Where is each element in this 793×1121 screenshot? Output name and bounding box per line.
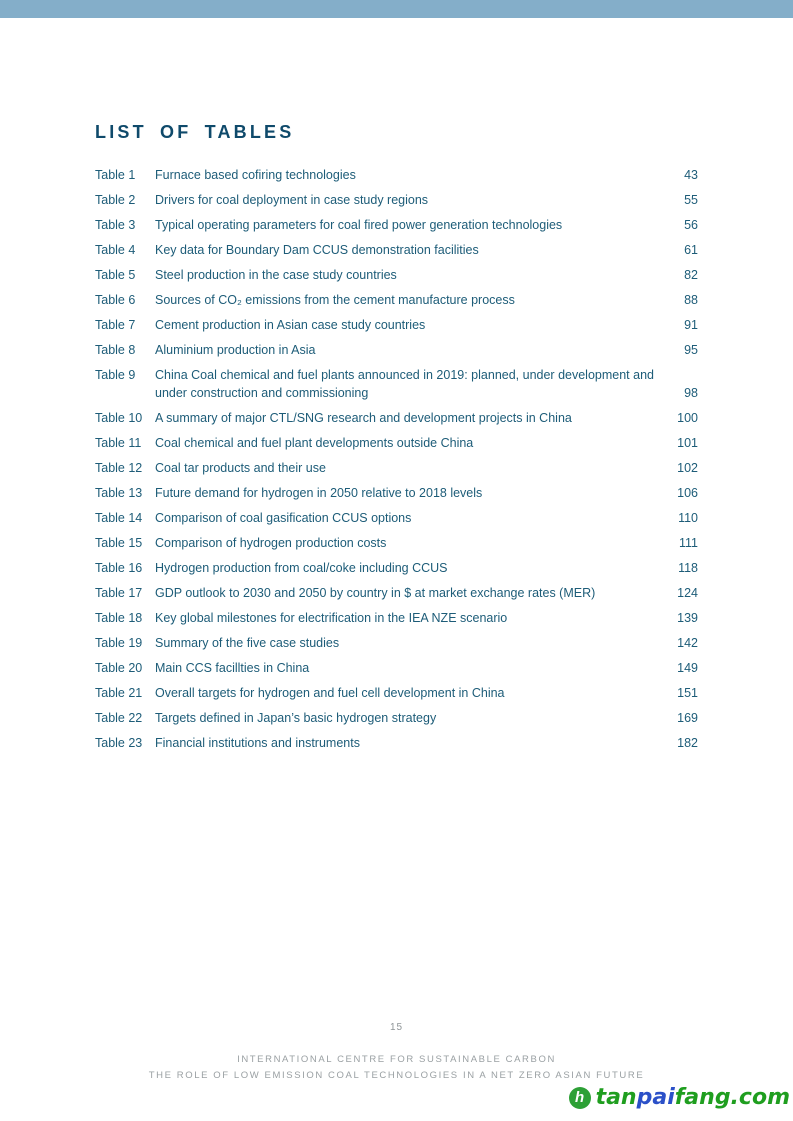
table-row-title: A summary of major CTL/SNG research and development projects in China (155, 411, 572, 425)
table-row-page-number: 182 (677, 736, 698, 750)
table-row-label: Table 8 (95, 343, 136, 357)
table-row-label: Table 2 (95, 193, 136, 207)
table-row-page-number: 142 (677, 636, 698, 650)
table-row-page-number: 43 (684, 168, 698, 182)
table-row-page-number: 149 (677, 661, 698, 675)
table-row-label: Table 19 (95, 636, 143, 650)
table-row-label: Table 12 (95, 461, 143, 475)
table-row (95, 709, 698, 727)
table-row (95, 366, 698, 402)
table-row-page-number: 139 (677, 611, 698, 625)
table-row-title: Coal chemical and fuel plant developments outside China (155, 436, 474, 450)
table-row-page-number: 56 (684, 218, 698, 232)
table-row-label: Table 16 (95, 561, 143, 575)
table-row-title: Steel production in the case study countries (155, 268, 397, 282)
table-row (95, 434, 698, 452)
watermark-segment: tan (595, 1085, 637, 1110)
table-row-page-number: 100 (677, 411, 698, 425)
page-content (0, 18, 793, 752)
table-row-page-number: 151 (677, 686, 698, 700)
footer-organization: INTERNATIONAL CENTRE FOR SUSTAINABLE CARBON (237, 1054, 556, 1065)
table-row (95, 341, 698, 359)
table-row-label: Table 18 (95, 611, 143, 625)
page-title: LIST OF TABLES (95, 122, 295, 142)
table-row-title: Sources of CO₂ emissions from the cement manufacture process (155, 293, 515, 307)
table-row (95, 216, 698, 234)
table-row (95, 584, 698, 602)
table-row-title: Comparison of coal gasification CCUS options (155, 511, 412, 525)
table-row (95, 166, 698, 184)
table-row-page-number: 82 (684, 268, 698, 282)
watermark-segment: fang.com (674, 1085, 790, 1110)
table-row (95, 484, 698, 502)
table-row-label: Table 1 (95, 168, 136, 182)
table-row-title: Overall targets for hydrogen and fuel cell development in China (155, 686, 505, 700)
table-row-title: Hydrogen production from coal/coke including CCUS (155, 561, 448, 575)
table-row-page-number: 169 (677, 711, 698, 725)
footer-page-number: 15 (389, 1022, 404, 1033)
table-row-page-number: 101 (677, 436, 698, 450)
table-row (95, 459, 698, 477)
tanpaifang-logo-icon: h (569, 1087, 591, 1109)
table-row-title: Key global milestones for electrification in the IEA NZE scenario (155, 611, 508, 625)
table-row (95, 734, 698, 752)
table-row-page-number: 55 (684, 193, 698, 207)
footer-report-title: THE ROLE OF LOW EMISSION COAL TECHNOLOGIES IN A NET ZERO ASIAN FUTURE (148, 1070, 645, 1081)
table-row (95, 634, 698, 652)
watermark (569, 1085, 790, 1110)
table-row (95, 409, 698, 427)
table-row (95, 609, 698, 627)
table-row-title: Future demand for hydrogen in 2050 relative to 2018 levels (155, 486, 483, 500)
table-row-label: Table 21 (95, 686, 143, 700)
table-row-title: Drivers for coal deployment in case study regions (155, 193, 429, 207)
table-row-label: Table 10 (95, 411, 143, 425)
table-row-page-number: 124 (677, 586, 698, 600)
table-row-page-number: 111 (678, 536, 698, 550)
table-row (95, 559, 698, 577)
table-row (95, 291, 698, 309)
table-row-title: Furnace based cofiring technologies (155, 168, 356, 182)
table-row-page-number: 98 (684, 386, 698, 400)
table-row-page-number: 61 (684, 243, 698, 257)
table-row-title: Key data for Boundary Dam CCUS demonstration facilities (155, 243, 479, 257)
table-row-title: China Coal chemical and fuel plants announced in 2019: planned, under development and under construction and commissioning (155, 368, 654, 400)
table-row-title: Summary of the five case studies (155, 636, 340, 650)
table-row-title: Cement production in Asian case study countries (155, 318, 426, 332)
table-row-page-number: 102 (677, 461, 698, 475)
table-row-label: Table 7 (95, 318, 136, 332)
table-row-label: Table 14 (95, 511, 143, 525)
table-row-label: Table 15 (95, 536, 143, 550)
table-row-label: Table 6 (95, 293, 136, 307)
table-row-label: Table 22 (95, 711, 143, 725)
table-row-title: Comparison of hydrogen production costs (155, 536, 387, 550)
table-row-label: Table 23 (95, 736, 143, 750)
table-row-label: Table 5 (95, 268, 136, 282)
table-of-contents (95, 166, 698, 752)
table-row-label: Table 11 (95, 436, 142, 450)
table-row (95, 266, 698, 284)
table-row-label: Table 13 (95, 486, 143, 500)
table-row-title: Main CCS facillties in China (155, 661, 310, 675)
page-top-bar (0, 0, 793, 18)
table-row-label: Table 3 (95, 218, 136, 232)
table-row (95, 684, 698, 702)
table-row (95, 316, 698, 334)
table-row (95, 509, 698, 527)
table-row-label: Table 4 (95, 243, 136, 257)
table-row-title: Targets defined in Japan’s basic hydrogen strategy (155, 711, 437, 725)
table-row-page-number: 118 (678, 561, 698, 575)
table-row-page-number: 106 (677, 486, 698, 500)
table-row-title: GDP outlook to 2030 and 2050 by country in $ at market exchange rates (MER) (155, 586, 596, 600)
page-footer (0, 1022, 793, 1084)
table-row-label: Table 9 (95, 368, 136, 382)
table-row (95, 241, 698, 259)
table-row-title: Financial institutions and instruments (155, 736, 360, 750)
table-row-page-number: 88 (684, 293, 698, 307)
watermark-text (596, 1085, 790, 1110)
table-row (95, 534, 698, 552)
table-row-label: Table 17 (95, 586, 143, 600)
table-row (95, 191, 698, 209)
table-row-page-number: 95 (684, 343, 698, 357)
table-row-page-number: 91 (684, 318, 698, 332)
table-row-title: Aluminium production in Asia (155, 343, 316, 357)
watermark-segment: pai (636, 1085, 675, 1110)
table-row-title: Coal tar products and their use (155, 461, 326, 475)
table-row (95, 659, 698, 677)
table-row-page-number: 110 (678, 511, 698, 525)
table-row-title: Typical operating parameters for coal fired power generation technologies (155, 218, 563, 232)
table-row-label: Table 20 (95, 661, 143, 675)
